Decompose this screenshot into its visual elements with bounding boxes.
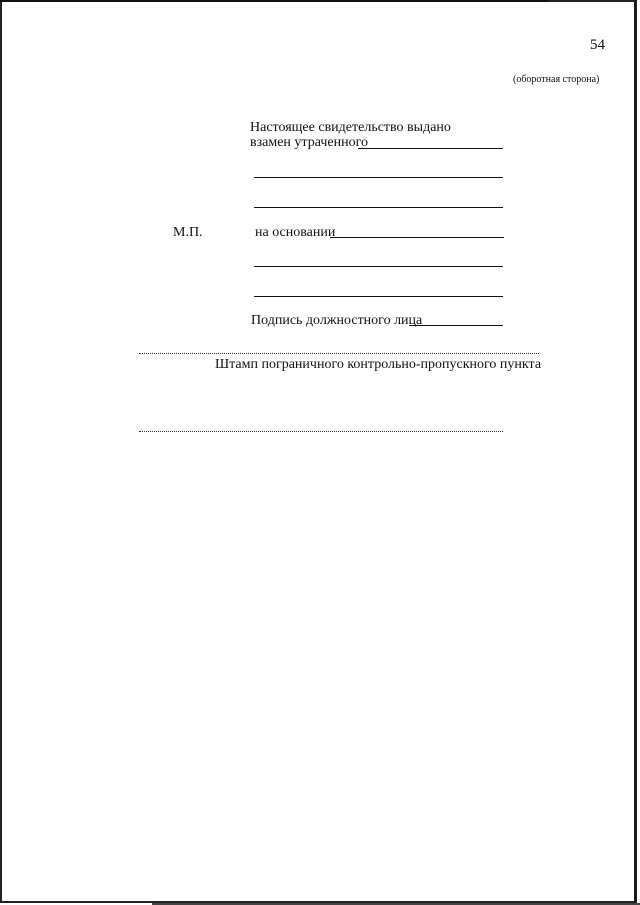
signature-field-line bbox=[409, 325, 503, 326]
stamp-dotted-line-top bbox=[139, 353, 539, 354]
side-label: (оборотная сторона) bbox=[513, 74, 600, 85]
on-basis-field-line bbox=[330, 237, 504, 238]
instead-of-lost-label: взамен утраченного bbox=[250, 135, 368, 150]
official-signature-label: Подпись должностного лица bbox=[251, 313, 423, 328]
stamp-dotted-line-bottom bbox=[139, 431, 503, 432]
blank-line-1 bbox=[254, 177, 503, 178]
blank-line-2 bbox=[254, 207, 503, 208]
certificate-issued-text: Настоящее свидетельство выдано bbox=[250, 120, 451, 135]
scan-edge-top bbox=[0, 0, 548, 2]
blank-line-3 bbox=[254, 266, 503, 267]
page-number: 54 bbox=[590, 37, 605, 53]
instead-of-lost-field-line bbox=[358, 148, 503, 149]
stamp-place-label: М.П. bbox=[173, 225, 203, 240]
on-basis-label: на основании bbox=[255, 225, 336, 240]
border-stamp-label: Штамп пограничного контрольно-пропускного пункта bbox=[215, 357, 542, 372]
blank-line-4 bbox=[254, 296, 503, 297]
